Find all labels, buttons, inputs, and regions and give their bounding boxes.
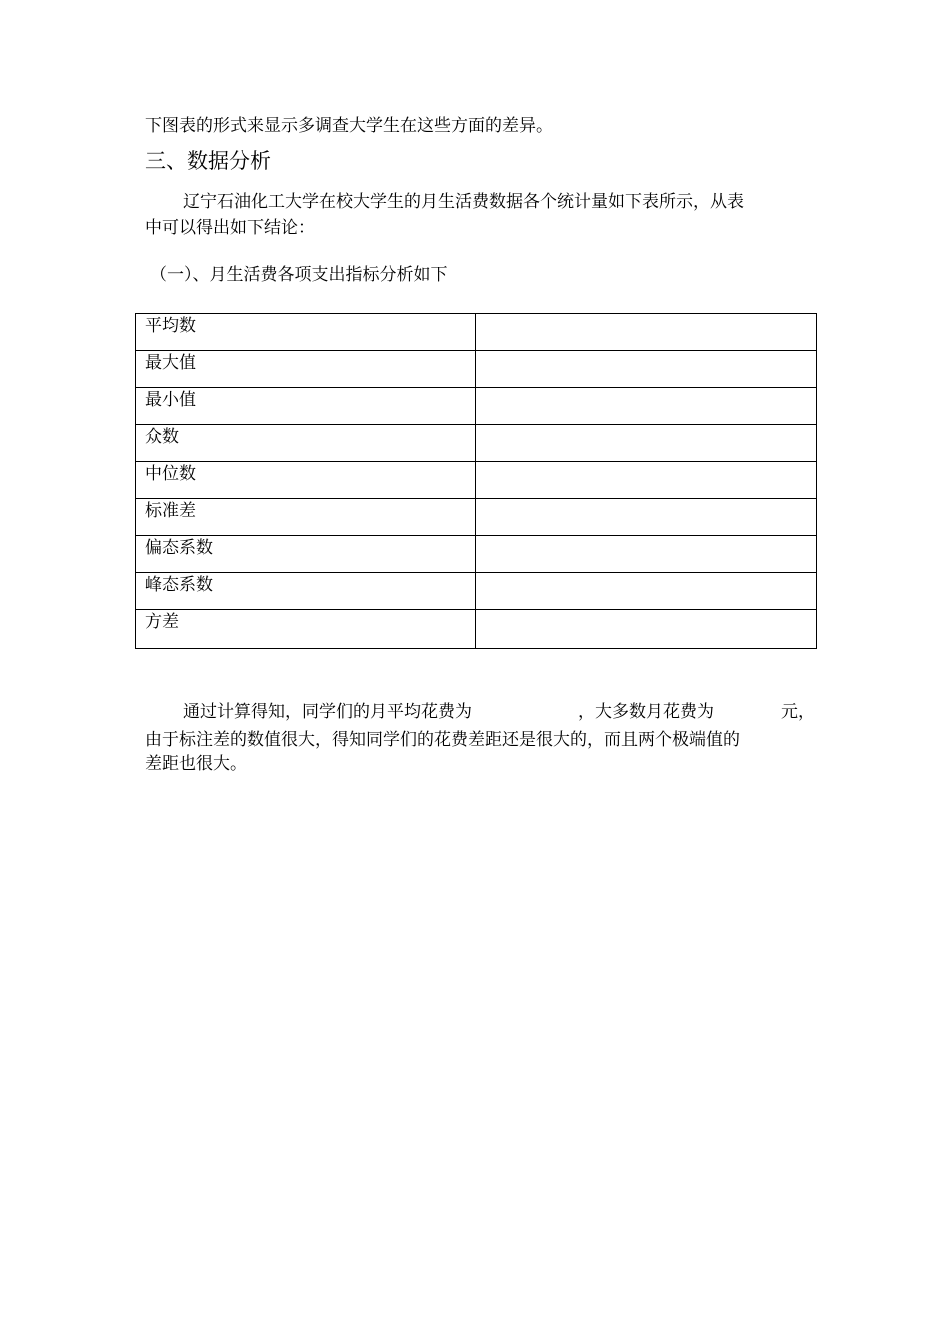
- row-label-kurtosis: 峰态系数: [136, 573, 476, 610]
- row-label-min: 最小值: [136, 388, 476, 425]
- paragraph1-line1: 辽宁石油化工大学在校大学生的月生活费数据各个统计量如下表所示，从表: [183, 192, 744, 212]
- table-row: [136, 573, 817, 610]
- row-label-median: 中位数: [136, 462, 476, 499]
- paragraph1-line2: 中可以得出如下结论：: [145, 218, 315, 238]
- table-row: [136, 462, 817, 499]
- row-label-std-dev: 标准差: [136, 499, 476, 536]
- row-label-mode: 众数: [136, 425, 476, 462]
- row-value-mean: [476, 314, 817, 351]
- row-value-max: [476, 351, 817, 388]
- paragraph2-line2: 由于标注差的数值很大，得知同学们的花费差距还是很大的，而且两个极端值的: [145, 730, 740, 750]
- table-row: [136, 610, 817, 649]
- row-value-median: [476, 462, 817, 499]
- row-value-std-dev: [476, 499, 817, 536]
- paragraph2-line3: 差距也很大。: [145, 754, 247, 774]
- paragraph2-part2: ，大多数月花费为: [578, 702, 714, 722]
- paragraph2-part1: 通过计算得知，同学们的月平均花费为: [183, 702, 472, 722]
- row-label-skewness: 偏态系数: [136, 536, 476, 573]
- table-row: [136, 499, 817, 536]
- table-row: [136, 314, 817, 351]
- table-row: [136, 536, 817, 573]
- row-value-variance: [476, 610, 817, 649]
- section-heading: 三、数据分析: [145, 149, 271, 173]
- row-value-mode: [476, 425, 817, 462]
- intro-text: 下图表的形式来显示多调查大学生在这些方面的差异。: [145, 116, 553, 136]
- table-row: [136, 351, 817, 388]
- table-row: [136, 425, 817, 462]
- row-value-skewness: [476, 536, 817, 573]
- row-label-mean: 平均数: [136, 314, 476, 351]
- row-label-max: 最大值: [136, 351, 476, 388]
- row-value-min: [476, 388, 817, 425]
- table-subheading: （一）、月生活费各项支出指标分析如下: [150, 265, 448, 285]
- statistics-table: [135, 313, 817, 649]
- row-value-kurtosis: [476, 573, 817, 610]
- row-label-variance: 方差: [136, 610, 476, 649]
- paragraph2-part3: 元，: [781, 702, 815, 722]
- table-row: [136, 388, 817, 425]
